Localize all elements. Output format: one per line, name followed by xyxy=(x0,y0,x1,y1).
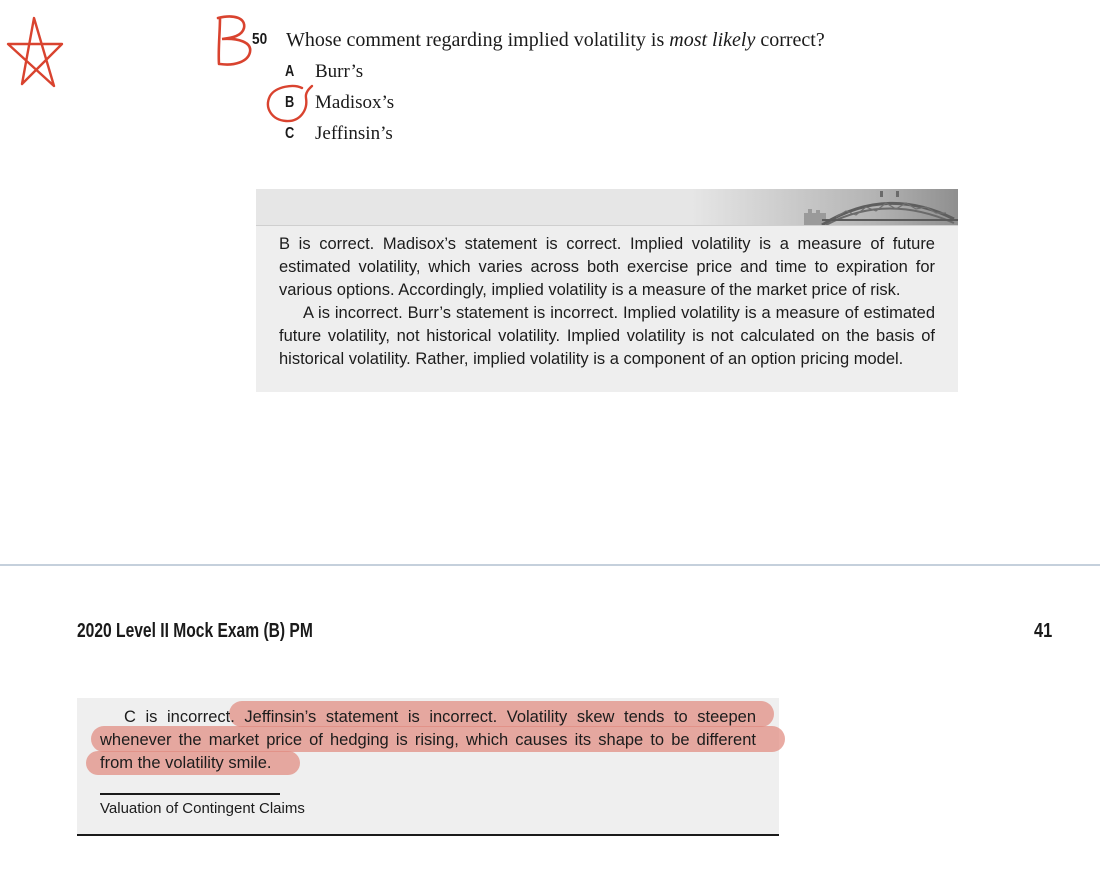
option-text: Jeffinsin’s xyxy=(315,123,393,144)
running-header-title: 2020 Level II Mock Exam (B) PM xyxy=(77,620,313,642)
question-text xyxy=(286,29,825,52)
answer-explanation-text xyxy=(279,233,935,371)
section-footer-label: Valuation of Contingent Claims xyxy=(100,800,305,817)
option-text: Madisox’s xyxy=(315,92,395,113)
answer-explanation-box xyxy=(256,189,958,392)
explanation-incorrect-a: A is incorrect. Burr’s statement is incorrect. Implied volatility is a measure of estimated future volatility, not historical volatility. Implied volatility is not calculated on the basis of historical volatility. Rather, implied volatility is a component of an option pricing model. xyxy=(279,304,935,368)
question-text-emphasis: most likely xyxy=(669,29,756,51)
option-c[interactable] xyxy=(0,123,700,149)
question-text-start: Whose comment regarding implied volatility is xyxy=(286,29,670,51)
option-letter: B xyxy=(285,94,295,111)
page-number: 41 xyxy=(1034,620,1053,642)
bridge-icon xyxy=(776,189,958,225)
page-separator xyxy=(0,564,1100,566)
explanation-incorrect-c: C is incorrect. Jeffinsin’s statement is incorrect. Volatility skew tends to steepen whenever the market price of hedging is rising, which causes its shape to be different from the volatility smile. xyxy=(100,708,756,772)
option-letter: C xyxy=(285,125,295,142)
answer-box-header xyxy=(256,189,958,226)
explanation-correct: B is correct. Madisox’s statement is correct. Implied volatility is a measure of future estimated volatility, which varies across both exercise price and time to expiration for various options. Accordingly, implied volatility is a measure of the market price of risk. xyxy=(279,235,935,299)
option-text: Burr’s xyxy=(315,61,364,82)
continued-explanation-box xyxy=(77,698,779,836)
option-letter: A xyxy=(285,63,295,80)
option-a[interactable] xyxy=(0,61,700,87)
continued-explanation-text xyxy=(100,706,756,775)
question-number: 50 xyxy=(252,31,268,48)
footer-rule xyxy=(100,793,280,795)
option-b[interactable] xyxy=(0,92,700,118)
question-text-end: correct? xyxy=(755,29,825,51)
